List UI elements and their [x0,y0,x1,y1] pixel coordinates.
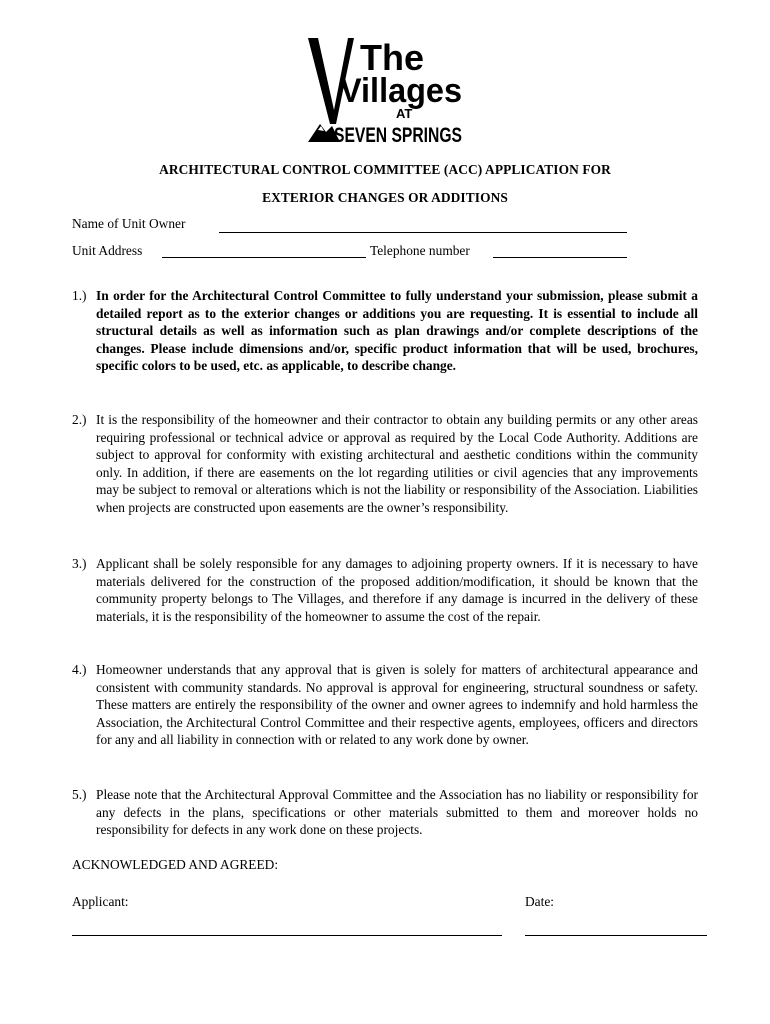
paragraph-number: 1.) [72,288,87,303]
villages-logo-graphic [304,32,466,148]
unit-address-label: Unit Address [72,243,143,258]
owner-name-field[interactable] [219,232,627,233]
paragraph-number: 3.) [72,556,87,571]
paragraph-3 [72,555,698,625]
applicant-label: Applicant: [72,894,129,909]
paragraph-1 [72,287,698,375]
date-label: Date: [525,894,554,909]
telephone-label: Telephone number [370,243,470,258]
paragraph-4 [72,661,698,749]
paragraph-text: Please note that the Architectural Approval Committee and the Association has no liability or responsibility for any defects in the plans, specifications or other materials submitted to them and moreover holds no responsibility for defects in any work done on these projects. [96,787,698,838]
date-field[interactable] [525,935,707,936]
logo-text-the: The [360,37,425,78]
form-title-line-1: ARCHITECTURAL CONTROL COMMITTEE (ACC) APPLICATION FOR [159,162,611,177]
paragraph-text: In order for the Architectural Control Committee to fully understand your submission, please submit a detailed report as to the exterior changes or additions you are requesting. It is essential to include all structural details as well as information such as plan drawings and/or complete descriptions of the changes. Please include dimensions and/or, specific product information that will be used, brochures, specific colors to be used, etc. as applicable, to describe change. [96,288,698,374]
paragraph-number: 2.) [72,412,87,427]
paragraph-number: 4.) [72,662,87,677]
logo-text-seven-springs: SEVEN SPRINGS [334,124,462,147]
applicant-signature-field[interactable] [72,935,502,936]
paragraph-text: Applicant shall be solely responsible for any damages to adjoining property owners. If it is necessary to have materials delivered for the construction of the proposed addition/modification, it should be known that the community property belongs to The Villages, and therefore if any damage is incurred in the delivery of these materials, it is the responsibility of the homeowner to assume the cost of the repair. [96,556,698,624]
paragraph-2 [72,411,698,517]
telephone-field[interactable] [493,257,627,258]
paragraph-number: 5.) [72,787,87,802]
paragraph-text: Homeowner understands that any approval that is given is solely for matters of architectural appearance and consistent with community standards. No approval is approval for engineering, structural soundness or safety. These matters are entirely the responsibility of the owner and owner agrees to indemnify and hold harmless the Association, the Architectural Control Committee and their respective agents, employees, officers and directors for any and all liability in connection with or related to any work done by owner. [96,662,698,748]
paragraph-text: It is the responsibility of the homeowner and their contractor to obtain any building permits or any other areas requiring professional or technical advice or approval as required by the Local Code Authority. Additions are subject to approval for conformity with existing architectural and aesthetic conditions within the community only. In addition, if there are easements on the lot regarding utilities or civil agencies that any improvements may be subject to removal or alterations which is not the liability or responsibility of the Association. Liabilities when projects are constructed upon easements are the owner’s responsibility. [96,412,698,515]
logo-text-at: AT [396,106,413,121]
logo-text-villages: Villages [340,72,462,110]
owner-name-label: Name of Unit Owner [72,216,186,231]
unit-address-field[interactable] [162,257,366,258]
paragraph-5 [72,786,698,839]
villages-logo [304,32,466,148]
acknowledgement-heading: ACKNOWLEDGED AND AGREED: [72,857,279,872]
form-title-line-2: EXTERIOR CHANGES OR ADDITIONS [262,190,508,205]
